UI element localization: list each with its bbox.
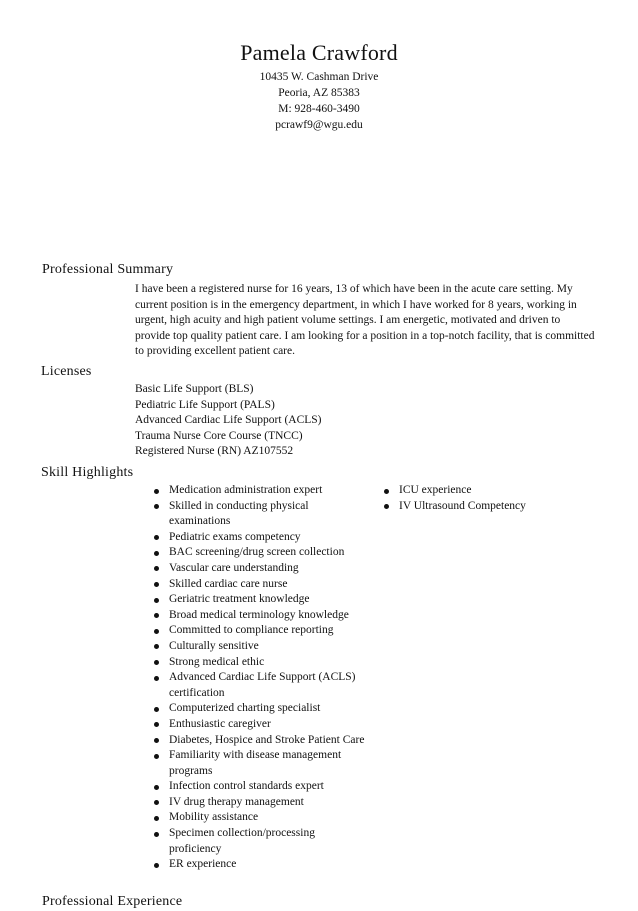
skill-text: Geriatric treatment knowledge: [169, 593, 310, 606]
bullet-icon: [154, 598, 159, 603]
bullet-icon: [154, 629, 159, 634]
experience-heading: Professional Experience: [42, 894, 183, 909]
licenses-list: [135, 382, 322, 460]
bullet-icon: [154, 754, 159, 759]
license-item: Advanced Cardiac Life Support (ACLS): [135, 414, 322, 427]
bullet-icon: [154, 551, 159, 556]
skill-item: [169, 826, 369, 857]
bullet-icon: [154, 644, 159, 649]
skill-text: IV Ultrasound Competency: [399, 499, 526, 512]
skill-item: [169, 717, 369, 733]
skill-text: Pediatric exams competency: [169, 530, 301, 543]
license-item: Trauma Nurse Core Course (TNCC): [135, 429, 303, 442]
skill-text: Skilled in conducting physical examinations: [169, 499, 309, 528]
bullet-icon: [154, 566, 159, 571]
bullet-icon: [154, 582, 159, 587]
skill-text: Vascular care understanding: [169, 561, 299, 574]
skill-item: [169, 483, 369, 499]
skill-text: Broad medical terminology knowledge: [169, 608, 349, 621]
skill-text: Skilled cardiac care nurse: [169, 577, 288, 590]
resume-header: [0, 0, 638, 133]
skills-column-2: [399, 483, 599, 514]
skill-item: [169, 779, 369, 795]
skill-text: Medication administration expert: [169, 484, 323, 496]
email-line: pcrawf9@wgu.edu: [275, 119, 363, 131]
bullet-icon: [154, 489, 159, 494]
bullet-icon: [154, 832, 159, 837]
skill-text: Familiarity with disease management programs: [169, 749, 342, 777]
bullet-icon: [154, 800, 159, 805]
skills-column-1: [169, 483, 369, 873]
skill-text: ICU experience: [399, 484, 472, 496]
bullet-icon: [384, 504, 389, 509]
skill-item: [169, 623, 369, 639]
bullet-icon: [154, 535, 159, 540]
skill-text: IV drug therapy management: [169, 795, 304, 808]
address-line: 10435 W. Cashman Drive: [259, 71, 379, 83]
licenses-heading: Licenses: [41, 364, 92, 379]
bullet-icon: [154, 863, 159, 868]
skill-item: [169, 499, 369, 530]
bullet-icon: [154, 738, 159, 743]
skill-item: [169, 592, 369, 608]
skill-item: [169, 795, 369, 811]
skill-text: Enthusiastic caregiver: [169, 717, 271, 730]
skill-item: [169, 639, 369, 655]
skill-item: [169, 857, 369, 873]
skill-text: Advanced Cardiac Life Support (ACLS) certification: [169, 671, 356, 699]
skill-text: ER experience: [169, 858, 237, 871]
skill-item: [169, 545, 369, 561]
skill-item: [169, 701, 369, 717]
bullet-icon: [154, 816, 159, 821]
skill-text: Culturally sensitive: [169, 639, 259, 652]
skill-item: [169, 577, 369, 593]
skill-text: Specimen collection/processing proficiency: [169, 827, 315, 855]
skill-item: [169, 655, 369, 671]
skill-item: [169, 561, 369, 577]
skill-item: [399, 499, 599, 515]
bullet-icon: [154, 613, 159, 618]
skill-text: Diabetes, Hospice and Stroke Patient Care: [169, 733, 365, 746]
candidate-name: Pamela Crawford: [240, 40, 398, 65]
skill-text: Infection control standards expert: [169, 780, 324, 793]
summary-text: I have been a registered nurse for 16 years, 13 of which have been in the acute care setting. My current position is in the emergency department, in which I have worked for 8 years, working in urgent, high acuity and high patient volume settings. I am energetic, motivated and driven to provide top quality patient care. I am looking for a position in a top-notch facility, that is committed to providing excellent patient care.: [135, 283, 595, 358]
skill-item: [169, 748, 369, 779]
bullet-icon: [154, 707, 159, 712]
skill-item: [169, 608, 369, 624]
phone-line: M: 928-460-3490: [278, 103, 360, 115]
skill-item: [169, 733, 369, 749]
skill-item: [169, 530, 369, 546]
skill-text: Committed to compliance reporting: [169, 624, 334, 637]
skills-heading: Skill Highlights: [41, 465, 134, 480]
skill-item: [169, 810, 369, 826]
skill-item: [169, 670, 369, 701]
bullet-icon: [384, 489, 389, 494]
city-line: Peoria, AZ 85383: [278, 87, 360, 99]
license-item: Pediatric Life Support (PALS): [135, 398, 275, 411]
skill-text: Computerized charting specialist: [169, 702, 321, 715]
license-item: Basic Life Support (BLS): [135, 383, 254, 395]
bullet-icon: [154, 722, 159, 727]
skill-text: Mobility assistance: [169, 811, 259, 824]
skill-text: Strong medical ethic: [169, 655, 265, 668]
bullet-icon: [154, 785, 159, 790]
skill-item: [399, 483, 599, 499]
summary-heading: Professional Summary: [42, 262, 174, 277]
bullet-icon: [154, 660, 159, 665]
license-item: Registered Nurse (RN) AZ107552: [135, 445, 294, 458]
skill-text: BAC screening/drug screen collection: [169, 546, 345, 559]
bullet-icon: [154, 676, 159, 681]
bullet-icon: [154, 504, 159, 509]
